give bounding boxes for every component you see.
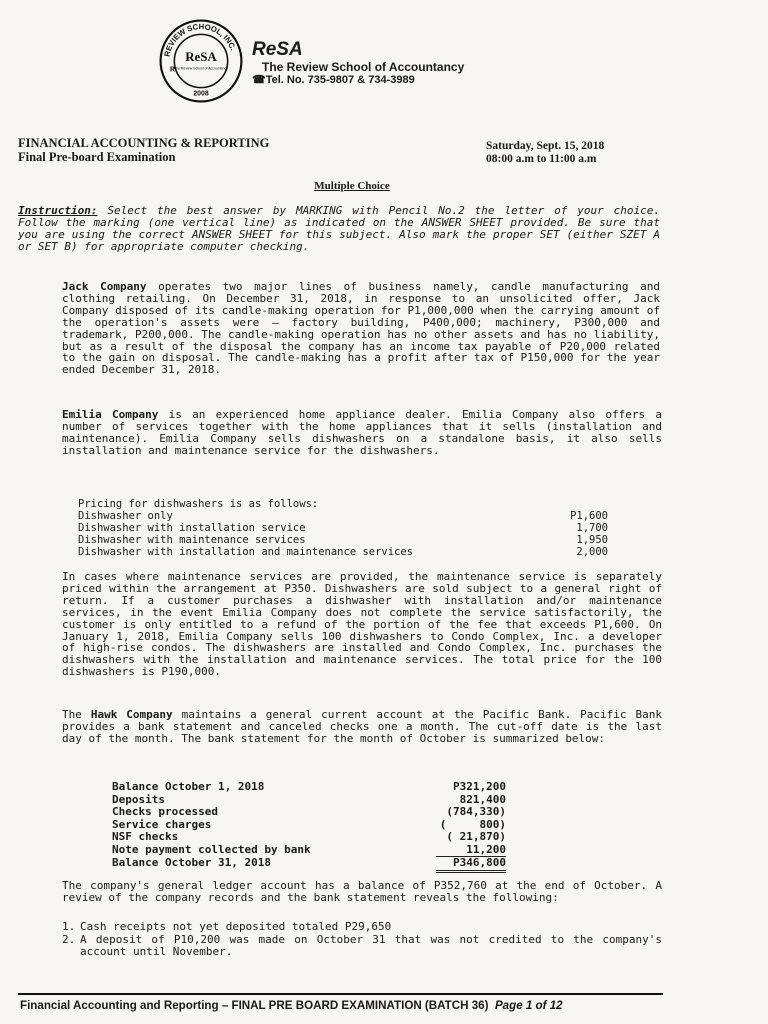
bank-statement-amount: (784,330) bbox=[446, 805, 506, 818]
instruction-text: Select the best answer by MARKING with Pencil No.2 the letter of your choice. Follow the marking (one vertical line) as indicated on the ANSWER SHEET provided. Be sure that you are using the correct ANSWER SHEET for this subject. Also mark the proper SET (either SZET A or SET B) for appropriate computer checking. bbox=[18, 204, 660, 253]
school-telephone bbox=[252, 74, 464, 87]
logo-center-text: ReSA bbox=[185, 50, 217, 64]
exam-subject-block bbox=[18, 136, 269, 164]
finding-text: A deposit of P10,200 was made on October 31 that was not credited to the company's account until November. bbox=[80, 932, 662, 958]
bank-statement-row bbox=[112, 781, 506, 794]
exam-subject: FINANCIAL ACCOUNTING & REPORTING bbox=[18, 136, 270, 150]
company-name: Jack Company bbox=[62, 280, 147, 293]
bank-statement-label: Deposits bbox=[112, 792, 165, 806]
school-telephone-text: Tel. No. 735-9807 & 734-3989 bbox=[265, 74, 415, 86]
phone-icon: ☎ bbox=[252, 74, 266, 86]
pricing-amount: 2,000 bbox=[576, 546, 608, 558]
bank-statement-amount: P346,800 bbox=[436, 857, 506, 873]
pricing-label: Dishwasher with installation and maintenance services bbox=[78, 546, 414, 558]
paragraph-prefix: The bbox=[62, 708, 91, 721]
logo-ring-text: REVIEW SCHOOL, INC. bbox=[162, 22, 238, 58]
paragraph-text: is an experienced home appliance dealer. Emilia Company also offers a number of services together with the home appliances that it sells (installation and maintenance). Emilia Company sells dishwashers on a standalone basis, it also sells installation and maintenance service for the dishwashers. bbox=[62, 408, 662, 457]
bank-statement-row bbox=[112, 831, 506, 844]
bank-statement-amount: 11,200 bbox=[436, 844, 506, 858]
pricing-label: Dishwasher only bbox=[78, 510, 173, 522]
pricing-amount: 1,700 bbox=[576, 522, 608, 534]
hawk-company-paragraph bbox=[62, 709, 662, 745]
pricing-amount: 1,950 bbox=[576, 534, 608, 546]
jack-company-paragraph bbox=[62, 281, 660, 376]
finding-number: 2. bbox=[62, 932, 76, 946]
logo-left-mark: R bbox=[170, 66, 176, 74]
page-number: Page 1 of 12 bbox=[494, 999, 563, 1012]
finding-number: 1. bbox=[62, 920, 76, 933]
pricing-amount: P1,600 bbox=[570, 510, 608, 522]
paragraph-text: maintains a general current account at the Pacific Bank. Pacific Bank provides a bank statement and canceled checks one a month. The cut-off date is the last day of the month. The bank statement for the month of October is summarized below: bbox=[62, 708, 662, 745]
pricing-label: Dishwasher with maintenance services bbox=[78, 534, 306, 546]
paragraph-text: operates two major lines of business namely, candle manufacturing and clothing retailing. On December 31, 2018, in response to an unsolicited offer, Jack Company disposed of its candle-making operation for P1,000,000 when the carrying amount of the operation's assets were – factory building, P400,000; machinery, P300,000 and trademark, P200,000. The candle-making operation has no other assets and has no liability, but as a result of the disposal the company has an income tax payable of P20,000 related to the gain on disposal. The candle-making has a profit after tax of P150,000 for the year ended December 31, 2018. bbox=[62, 280, 660, 377]
finding-item bbox=[62, 934, 662, 959]
exam-date: Saturday, Sept. 15, 2018 bbox=[486, 140, 605, 152]
exam-time: 08:00 a.m to 11:00 a.m bbox=[486, 153, 597, 165]
ledger-paragraph: The company's general ledger account has a balance of P352,760 at the end of October. A review of the company records and the bank statement reveals the following: bbox=[62, 879, 662, 904]
exam-schedule bbox=[486, 140, 604, 166]
bank-statement-label: Balance October 31, 2018 bbox=[112, 856, 271, 869]
bank-statement-amount: P321,200 bbox=[453, 780, 506, 793]
page-footer bbox=[20, 999, 663, 1012]
bank-statement-label: Balance October 1, 2018 bbox=[112, 780, 265, 793]
logo-sub-text: The Review School of Accountancy bbox=[174, 66, 228, 71]
school-short-name: ReSA bbox=[252, 39, 303, 60]
school-header bbox=[252, 40, 464, 87]
section-title: Multiple Choice bbox=[314, 180, 390, 192]
footer-divider bbox=[18, 993, 663, 995]
bank-statement-label: NSF checks bbox=[112, 830, 179, 843]
bank-statement-row bbox=[112, 844, 506, 858]
finding-text: Cash receipts not yet deposited totaled P29,650 bbox=[80, 920, 392, 933]
bank-statement-amount: ( 800) bbox=[439, 817, 506, 831]
pricing-row bbox=[78, 546, 608, 558]
instruction-paragraph bbox=[18, 205, 660, 253]
bank-statement-row bbox=[112, 857, 506, 873]
footer-text: Financial Accounting and Reporting – FINAL PRE BOARD EXAMINATION (BATCH 36) bbox=[20, 999, 489, 1012]
exam-type: Final Pre-board Examination bbox=[18, 150, 176, 164]
school-full-name: The Review School of Accountancy bbox=[262, 60, 465, 74]
bank-statement-row bbox=[112, 806, 506, 819]
company-name: Emilia Company bbox=[62, 408, 159, 421]
company-name: Hawk Company bbox=[90, 708, 173, 721]
logo-year: 2008 bbox=[193, 90, 209, 98]
maintenance-cases-paragraph: In cases where maintenance services are provided, the maintenance service is separately priced within the arrangement at P350. Dishwashers are sold subject to a general right of return. If a customer purchases a dishwasher with installation and/or maintenance services, in the event Emilia Company does not complete the service satisfactorily, the customer is only entitled to a refund of the portion of the fee that exceeds P1,600. On January 1, 2018, Emilia Company sells 100 dishwashers to Condo Complex, Inc. a developer of high-rise condos. The dishwashers are installed and Condo Complex, Inc. purchases the dishwashers with the installation and maintenance services. The total price for the 100 dishwashers is P190,000. bbox=[62, 570, 662, 679]
bank-statement-table bbox=[112, 781, 506, 873]
pricing-title: Pricing for dishwashers is as follows: bbox=[78, 498, 319, 510]
instruction-label: Instruction: bbox=[18, 204, 98, 217]
emilia-company-paragraph bbox=[62, 409, 662, 457]
pricing-row bbox=[78, 534, 608, 546]
finding-item bbox=[62, 921, 662, 934]
pricing-row bbox=[78, 522, 608, 534]
pricing-label: Dishwasher with installation service bbox=[78, 522, 306, 534]
bank-statement-label: Service charges bbox=[112, 817, 212, 831]
pricing-row bbox=[78, 510, 608, 522]
findings-list bbox=[62, 921, 662, 959]
bank-statement-label: Checks processed bbox=[112, 805, 218, 818]
bank-statement-amount: ( 21,870) bbox=[446, 830, 506, 843]
resa-seal-logo bbox=[158, 18, 244, 104]
bank-statement-amount: 821,400 bbox=[459, 792, 506, 806]
dishwasher-pricing-list bbox=[78, 498, 608, 558]
bank-statement-label: Note payment collected by bank bbox=[112, 842, 311, 856]
